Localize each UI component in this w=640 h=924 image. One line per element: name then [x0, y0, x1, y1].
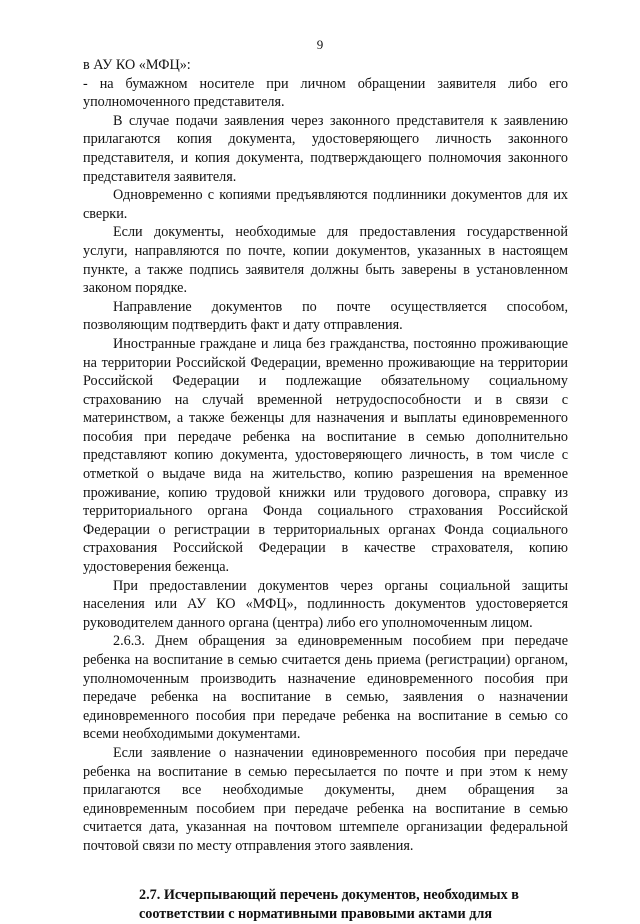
- paragraph: Если заявление о назначении единовременного пособия при передаче ребенка на воспитание в семью пересылается по почте и при этом к нему прилагаются все необходимые документы, днем обращения за единовременным пособием при передаче ребенка на воспитание в семью считается дата, указанная на почтовом штемпеле организации федеральной почтовой связи по месту отправления этого заявления.: [83, 744, 568, 854]
- paragraph: Направление документов по почте осуществляется способом, позволяющим подтвердить факт и дату отправления.: [83, 298, 568, 334]
- paragraph: Если документы, необходимые для предоставления государственной услуги, направляются по почте, копии документов, указанных в настоящем пункте, а также подпись заявителя должны быть заверены в установленном законом порядке.: [83, 224, 568, 297]
- document-body: [83, 56, 568, 924]
- section-heading-line: 2.7. Исчерпывающий перечень документов, необходимых в: [139, 886, 519, 903]
- paragraph: В случае подачи заявления через законного представителя к заявлению прилагаются копия документа, удостоверяющего личность законного представителя, и копия документа, подтверждающего полномочия законного представителя заявителя.: [83, 112, 568, 185]
- section-heading-line: соответствии с нормативными правовыми актами для: [139, 905, 493, 922]
- paragraph: 2.6.3. Днем обращения за единовременным пособием при передаче ребенка на воспитание в семью считается день приема (регистрации) органом, уполномоченным производить назначение единовременного пособия при передаче ребенка на воспитание в семью, заявления о назначении единовременного пособия при передаче ребенка на воспитание в семью со всеми необходимыми документами.: [83, 633, 568, 743]
- paragraph: При предоставлении документов через органы социальной защиты населения или АУ КО «МФЦ», подлинность документов удостоверяется руководителем данного органа (центра) либо его уполномоченным лицом.: [83, 577, 568, 631]
- paragraph: в АУ КО «МФЦ»:: [83, 57, 191, 73]
- page-number: 9: [316, 37, 324, 52]
- paragraph: - на бумажном носителе при личном обращении заявителя либо его уполномоченного представителя.: [83, 75, 568, 111]
- paragraph: Одновременно с копиями предъявляются подлинники документов для их сверки.: [83, 187, 568, 222]
- paragraph: Иностранные граждане и лица без гражданства, постоянно проживающие на территории Российской Федерации, временно проживающие на территории Российской Федерации и подлежащие обязательному социальному страхованию на случай временной нетрудоспособности и в связи с материнством, а также беженцы для назначения и выплаты единовременного пособия при передаче ребенка на воспитание в семью дополнительно представляют копию документа, удостоверяющего личность, в том числе с отметкой о выдаче вида на жительство, копию разрешения на временное проживание, копию трудовой книжки или трудового договора, справку из территориального органа Фонда социального страхования Российской Федерации о регистрации в территориальных органах Фонда социального страхования Российской Федерации в качестве страхователя, копию удостоверения беженца.: [83, 335, 568, 576]
